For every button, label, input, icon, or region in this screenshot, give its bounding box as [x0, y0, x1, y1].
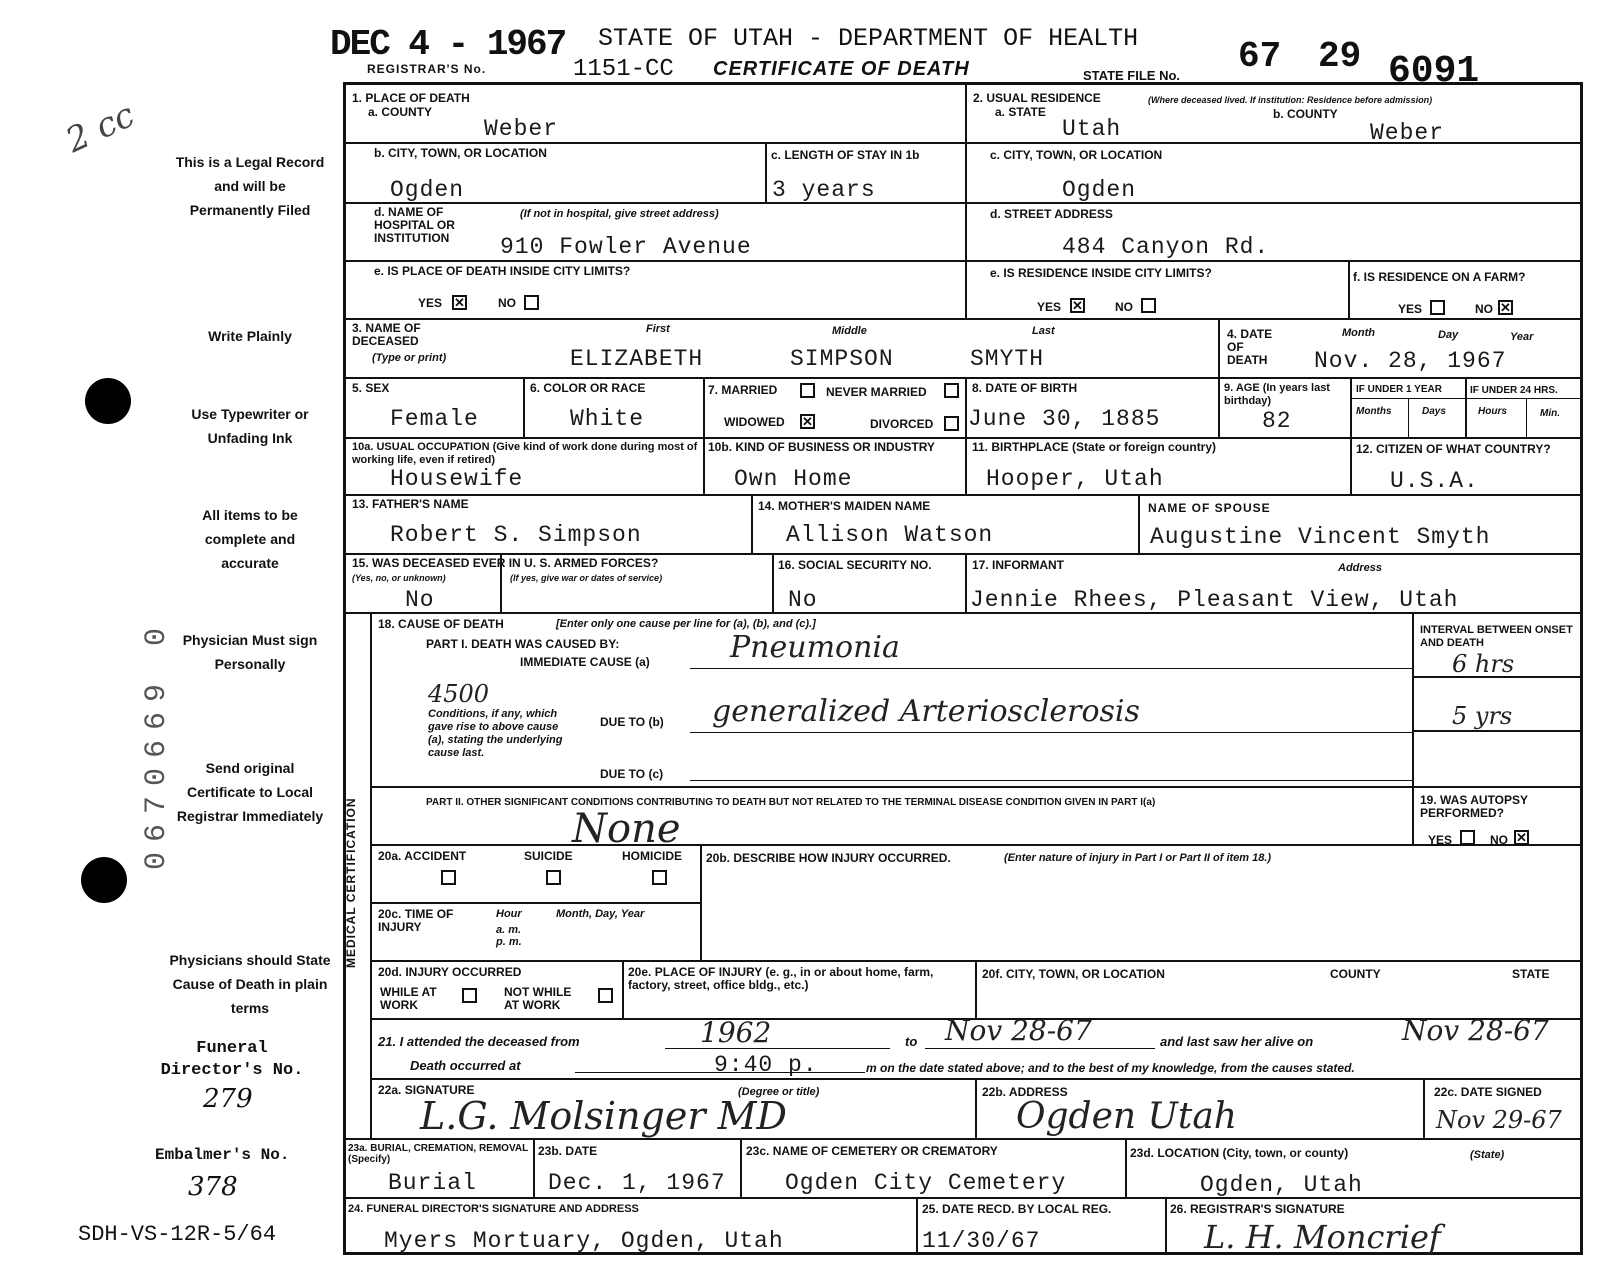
- funeral-director-label: Funeral Director's No.: [160, 1039, 304, 1080]
- year-label: Year: [1510, 331, 1534, 343]
- physician-address: Ogden Utah: [1016, 1096, 1237, 1137]
- min-label: Min.: [1540, 408, 1560, 419]
- armed-forces-label: 15. WAS DECEASED EVER IN U. S. ARMED FORCES?: [352, 556, 659, 570]
- injury-occurred-label: 20d. INJURY OCCURRED: [378, 965, 522, 979]
- date-of-death-label: 4. DATE OF DEATH: [1227, 327, 1273, 367]
- stamp-date: DEC 4 - 1967: [330, 24, 566, 65]
- injury-how-label: 20b. DESCRIBE HOW INJURY OCCURRED.: [706, 851, 951, 865]
- last-name-label: Last: [1032, 325, 1055, 337]
- middle-name: SIMPSON: [790, 346, 894, 372]
- month-label: Month: [1342, 327, 1375, 339]
- residence-note: (Where deceased lived. If institution: Residence before admission): [1148, 95, 1433, 105]
- part2-conditions: None: [572, 806, 681, 852]
- punch-hole-bottom: [81, 857, 127, 903]
- medical-certification-label: MEDICAL CERTIFICATION: [344, 797, 358, 968]
- residence-county-label: b. COUNTY: [1273, 107, 1338, 121]
- burial-date-label: 23b. DATE: [538, 1144, 598, 1158]
- divorced-label: DIVORCED: [870, 417, 934, 431]
- residence-city-limits-yes-label: YES: [1037, 300, 1062, 314]
- deceased-name-label: 3. NAME OF DECEASED: [352, 321, 421, 348]
- residence-city-limits-no-label: NO: [1115, 300, 1133, 314]
- death-time: 9:40 p.: [714, 1052, 818, 1078]
- vertical-record-number: 0670669 0: [140, 617, 174, 870]
- signature-label: 22a. SIGNATURE: [378, 1083, 475, 1097]
- residence-state-label: a. STATE: [995, 105, 1046, 119]
- autopsy-yes-label: YES: [1428, 833, 1453, 847]
- date-received-label: 25. DATE RECD. BY LOCAL REG.: [922, 1202, 1112, 1216]
- suicide-checkbox[interactable]: [546, 870, 561, 885]
- sex: Female: [390, 406, 479, 432]
- registrar-signature-label: 26. REGISTRAR'S SIGNATURE: [1170, 1202, 1345, 1216]
- death-city-label: b. CITY, TOWN, OR LOCATION: [374, 146, 547, 160]
- physician-address-label: 22b. ADDRESS: [982, 1085, 1068, 1099]
- embalmer-no: 378: [188, 1172, 238, 1202]
- location-state-label: (State): [1470, 1149, 1505, 1161]
- father-label: 13. FATHER'S NAME: [352, 497, 469, 511]
- death-city-limits-no-checkbox[interactable]: [524, 295, 539, 310]
- punch-hole-top: [85, 378, 131, 424]
- autopsy-yes-checkbox[interactable]: [1460, 830, 1475, 845]
- under-1-year-label: IF UNDER 1 YEAR: [1356, 384, 1442, 395]
- mother-label: 14. MOTHER'S MAIDEN NAME: [758, 499, 931, 513]
- month-day-year-label: Month, Day, Year: [556, 908, 645, 920]
- death-occurred-label: Death occurred at: [410, 1058, 521, 1073]
- death-city-limits-label: e. IS PLACE OF DEATH INSIDE CITY LIMITS?: [374, 264, 631, 278]
- write-plainly-note: Write Plainly: [208, 328, 292, 344]
- place-injury-label: 20e. PLACE OF INJURY (e. g., in or about home, farm, factory, street, office bldg., etc.): [628, 965, 934, 992]
- days-label: Days: [1422, 406, 1446, 417]
- father-name: Robert S. Simpson: [390, 522, 642, 548]
- attended-from: 1962: [700, 1016, 772, 1049]
- not-while-at-work-label: NOT WHILE AT WORK: [504, 985, 572, 1012]
- mother-name: Allison Watson: [786, 522, 994, 548]
- city-injury-label: 20f. CITY, TOWN, OR LOCATION: [982, 967, 1165, 981]
- first-name-label: First: [646, 323, 670, 335]
- state-title: STATE OF UTAH - DEPARTMENT OF HEALTH: [598, 24, 1139, 53]
- birthplace: Hooper, Utah: [986, 466, 1164, 492]
- certificate-title: CERTIFICATE OF DEATH: [713, 58, 970, 80]
- physician-sign-note: Physician Must sign Personally: [182, 632, 318, 672]
- interval-label: INTERVAL BETWEEN ONSET AND DEATH: [1420, 624, 1573, 649]
- farm-no-label: NO: [1475, 302, 1493, 316]
- race: White: [570, 406, 645, 432]
- physicians-state-note: Physicians should State Cause of Death in plain terms: [169, 952, 331, 1016]
- never-married-label: NEVER MARRIED: [826, 385, 927, 399]
- attended-label: 21. I attended the deceased from: [378, 1034, 580, 1049]
- autopsy-no-label: NO: [1490, 833, 1508, 847]
- file-no-a: 67: [1238, 36, 1282, 77]
- file-no-c: 6091: [1388, 50, 1480, 93]
- injury-state-label: STATE: [1512, 967, 1550, 981]
- residence-city: Ogden: [1062, 177, 1137, 203]
- hospital-label: d. NAME OF HOSPITAL OR INSTITUTION: [374, 205, 455, 245]
- business: Own Home: [734, 466, 853, 492]
- death-county-label: a. COUNTY: [368, 105, 433, 119]
- last-saw: Nov 28-67: [1402, 1014, 1549, 1047]
- middle-name-label: Middle: [832, 325, 867, 337]
- months-label: Months: [1356, 406, 1392, 417]
- street-address-label: d. STREET ADDRESS: [990, 207, 1113, 221]
- citizen-label: 12. CITIZEN OF WHAT COUNTRY?: [1356, 442, 1551, 456]
- stay-label: c. LENGTH OF STAY IN 1b: [771, 148, 920, 162]
- residence-city-limits-no-checkbox[interactable]: [1141, 298, 1156, 313]
- burial-date: Dec. 1, 1967: [548, 1170, 726, 1196]
- spouse-name: Augustine Vincent Smyth: [1150, 524, 1491, 550]
- never-married-checkbox[interactable]: [944, 383, 959, 398]
- immediate-cause-label: IMMEDIATE CAUSE (a): [520, 655, 650, 669]
- death-occurred-note: m on the date stated above; and to the best of my knowledge, from the causes stated.: [866, 1061, 1355, 1075]
- divorced-checkbox[interactable]: [944, 416, 959, 431]
- residence-city-limits-label: e. IS RESIDENCE INSIDE CITY LIMITS?: [990, 266, 1212, 280]
- while-at-work-label: WHILE AT WORK: [380, 985, 437, 1012]
- hospital-address: 910 Fowler Avenue: [500, 234, 752, 260]
- informant-address-label: Address: [1338, 562, 1383, 574]
- ssn-label: 16. SOCIAL SECURITY NO.: [778, 558, 932, 572]
- funeral-director-no: 279: [203, 1084, 253, 1114]
- accident-checkbox[interactable]: [441, 870, 456, 885]
- cause-of-death-label: 18. CAUSE OF DEATH: [378, 617, 504, 631]
- due-to-b-label: DUE TO (b): [600, 715, 664, 729]
- injury-how-note: (Enter nature of injury in Part I or Part II of item 18.): [1004, 852, 1272, 864]
- use-typewriter-note: Use Typewriter or Unfading Ink: [191, 406, 309, 446]
- physician-signature: L.G. Molsinger MD: [420, 1094, 787, 1138]
- part1-label: PART I. DEATH WAS CAUSED BY:: [426, 637, 620, 651]
- death-city-limits-no-label: NO: [498, 296, 516, 310]
- widowed-checkbox[interactable]: ✕: [800, 414, 815, 429]
- sex-label: 5. SEX: [352, 381, 390, 395]
- day-label: Day: [1438, 329, 1459, 341]
- legal-record-note: This is a Legal Record and will be Permanently Filed: [175, 154, 325, 218]
- place-of-death-label: 1. PLACE OF DEATH: [352, 91, 470, 105]
- due-to-c-label: DUE TO (c): [600, 767, 664, 781]
- birthplace-label: 11. BIRTHPLACE (State or foreign country): [972, 440, 1217, 454]
- embalmer-label: Embalmer's No.: [155, 1146, 290, 1164]
- location-label: 23d. LOCATION (City, town, or county): [1130, 1146, 1349, 1160]
- file-no-b: 29: [1318, 36, 1362, 77]
- attended-to: Nov 28-67: [945, 1014, 1092, 1047]
- homicide-label: HOMICIDE: [622, 849, 682, 863]
- farm-yes-label: YES: [1398, 302, 1423, 316]
- degree-label: (Degree or title): [738, 1086, 820, 1098]
- date-signed: Nov 29-67: [1436, 1106, 1562, 1134]
- part2-label: PART II. OTHER SIGNIFICANT CONDITIONS CONTRIBUTING TO DEATH BUT NOT RELATED TO THE TERMINAL DISEASE CONDITION GIVEN IN PART I(a): [426, 797, 1156, 808]
- cause-code: 4500: [428, 680, 490, 708]
- married-label: 7. MARRIED: [708, 383, 778, 397]
- date-of-death: Nov. 28, 1967: [1314, 348, 1507, 374]
- date-signed-label: 22c. DATE SIGNED: [1434, 1085, 1542, 1099]
- homicide-checkbox[interactable]: [652, 870, 667, 885]
- autopsy-label: 19. WAS AUTOPSY PERFORMED?: [1420, 793, 1528, 820]
- accident-label: 20a. ACCIDENT: [378, 849, 467, 863]
- funeral-director-sig-label: 24. FUNERAL DIRECTOR'S SIGNATURE AND ADDRESS: [348, 1203, 639, 1215]
- informant: Jennie Rhees, Pleasant View, Utah: [970, 587, 1459, 613]
- due-to-b: generalized Arteriosclerosis: [712, 694, 1140, 729]
- cemetery-label: 23c. NAME OF CEMETERY OR CREMATORY: [746, 1144, 998, 1158]
- residence-city-label: c. CITY, TOWN, OR LOCATION: [990, 148, 1163, 162]
- hour-label: Hour: [496, 908, 522, 920]
- widowed-label: WIDOWED: [724, 415, 785, 429]
- autopsy-no-checkbox[interactable]: ✕: [1514, 830, 1529, 845]
- armed-forces-note-2: (If yes, give war or dates of service): [510, 573, 663, 583]
- hospital-note: (If not in hospital, give street address): [520, 208, 719, 220]
- disposition-label: 23a. BURIAL, CREMATION, REMOVAL (Specify): [348, 1143, 529, 1165]
- residence-county: Weber: [1370, 120, 1445, 146]
- disposition: Burial: [388, 1170, 477, 1196]
- registrar-no-label: REGISTRAR'S No.: [367, 62, 487, 76]
- funeral-director: Myers Mortuary, Ogden, Utah: [384, 1228, 784, 1254]
- interval-b: 5 yrs: [1452, 702, 1513, 730]
- occupation-label: 10a. USUAL OCCUPATION (Give kind of work done during most of working life, even if retired): [352, 441, 698, 466]
- residence-state: Utah: [1062, 116, 1122, 142]
- dob-label: 8. DATE OF BIRTH: [972, 381, 1078, 395]
- death-city: Ogden: [390, 177, 465, 203]
- burial-location: Ogden, Utah: [1200, 1172, 1363, 1198]
- ssn: No: [788, 587, 818, 613]
- cemetery: Ogden City Cemetery: [785, 1170, 1067, 1196]
- last-name: SMYTH: [970, 346, 1045, 372]
- time-injury-label: 20c. TIME OF INJURY: [378, 907, 454, 934]
- citizen: U.S.A.: [1390, 468, 1479, 494]
- last-saw-label: and last saw her alive on: [1160, 1034, 1314, 1049]
- registrar-signature: L. H. Moncrief: [1204, 1218, 1441, 1256]
- am-pm-label: a. m. p. m.: [496, 924, 522, 948]
- immediate-cause: Pneumonia: [730, 630, 900, 665]
- farm-label: f. IS RESIDENCE ON A FARM?: [1353, 270, 1526, 284]
- cause-of-death-note: [Enter only one cause per line for (a), (b), and (c).]: [556, 618, 816, 630]
- occupation: Housewife: [390, 466, 524, 492]
- date-of-birth: June 30, 1885: [968, 406, 1161, 432]
- to-label: to: [905, 1034, 918, 1049]
- age: 82: [1262, 408, 1292, 434]
- registrar-no: 1151-CC: [573, 56, 674, 83]
- all-items-note: All items to be complete and accurate: [202, 507, 298, 571]
- married-checkbox[interactable]: [800, 383, 815, 398]
- farm-no-checkbox[interactable]: ✕: [1498, 300, 1513, 315]
- informant-label: 17. INFORMANT: [972, 558, 1065, 572]
- race-label: 6. COLOR OR RACE: [530, 381, 646, 395]
- farm-yes-checkbox[interactable]: [1430, 300, 1445, 315]
- while-at-work-checkbox[interactable]: [462, 988, 477, 1003]
- residence-label: 2. USUAL RESIDENCE: [973, 91, 1101, 105]
- death-city-limits-yes-checkbox[interactable]: ✕: [452, 295, 467, 310]
- armed-forces-note: (Yes, no, or unknown): [352, 573, 446, 583]
- death-city-limits-yes-label: YES: [418, 296, 443, 310]
- hours-label: Hours: [1478, 406, 1507, 417]
- street-address: 484 Canyon Rd.: [1062, 234, 1270, 260]
- spouse-label: NAME OF SPOUSE: [1148, 501, 1271, 515]
- business-label: 10b. KIND OF BUSINESS OR INDUSTRY: [708, 440, 935, 454]
- state-file-label: STATE FILE No.: [1083, 68, 1181, 83]
- deceased-name-note: (Type or print): [372, 352, 447, 364]
- length-of-stay: 3 years: [772, 177, 876, 203]
- residence-city-limits-yes-checkbox[interactable]: ✕: [1070, 298, 1085, 313]
- injury-county-label: COUNTY: [1330, 967, 1381, 981]
- date-received: 11/30/67: [922, 1228, 1041, 1254]
- interval-a: 6 hrs: [1452, 650, 1515, 678]
- age-label: 9. AGE (In years last birthday): [1224, 382, 1330, 407]
- handwritten-note: 2 cc: [59, 94, 141, 162]
- conditions-note: Conditions, if any, which gave rise to above cause (a), stating the underlying cause last.: [428, 708, 563, 759]
- under-24-hrs-label: IF UNDER 24 HRS.: [1470, 385, 1558, 396]
- send-original-note: Send original Certificate to Local Registrar Immediately: [176, 760, 324, 824]
- first-name: ELIZABETH: [570, 346, 704, 372]
- not-while-at-work-checkbox[interactable]: [598, 988, 613, 1003]
- death-county: Weber: [484, 116, 559, 142]
- suicide-label: SUICIDE: [524, 849, 573, 863]
- armed-forces: No: [405, 587, 435, 613]
- form-code: SDH-VS-12R-5/64: [78, 1222, 277, 1247]
